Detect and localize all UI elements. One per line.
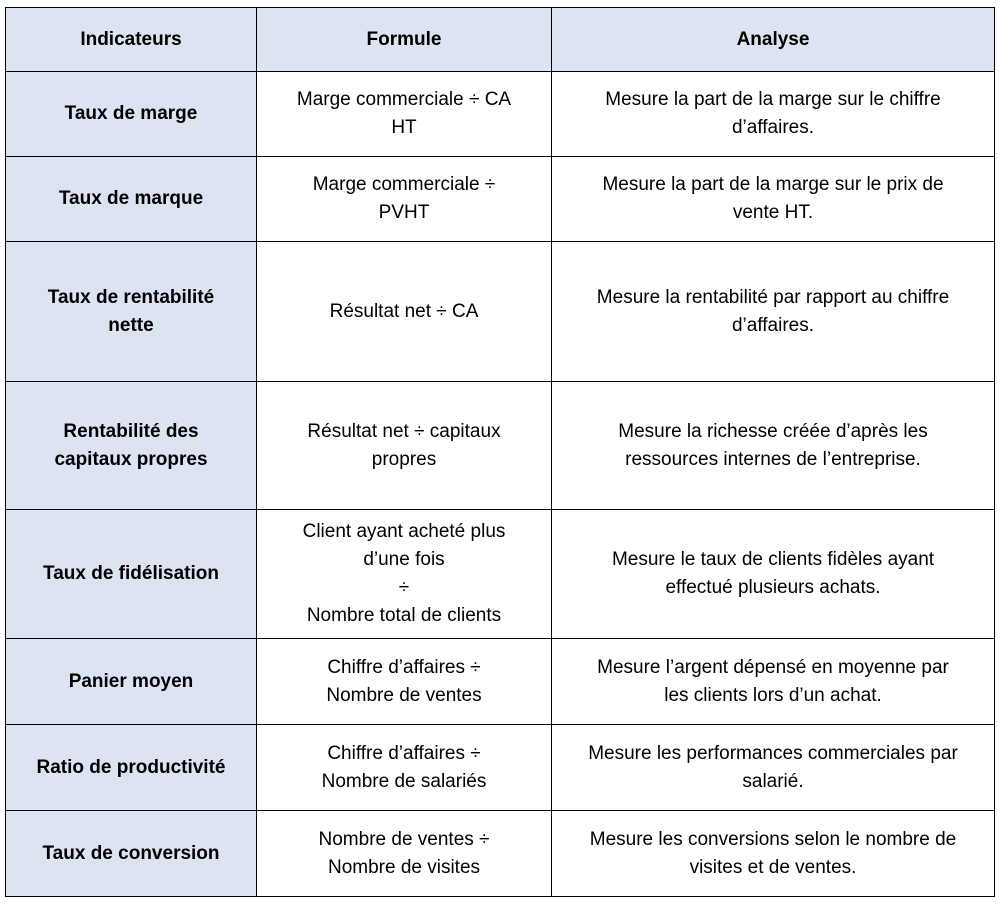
analysis-cell: [552, 725, 995, 811]
table-body: [6, 72, 995, 897]
formula-cell: [257, 382, 552, 510]
indicator-name-cell: [6, 382, 257, 510]
formula-line: Résultat net ÷ CA: [329, 300, 479, 322]
indicator-name-line: capitaux propres: [54, 448, 208, 470]
indicators-table: [5, 7, 995, 897]
formula-line: PVHT: [378, 202, 430, 223]
analysis-line: Mesure la part de la marge sur le chiffre: [605, 89, 941, 110]
indicator-name-cell: [6, 639, 257, 725]
analysis-line: effectué plusieurs achats.: [665, 577, 881, 598]
formula-line: Nombre de ventes: [326, 684, 482, 706]
division-sign: ÷: [398, 577, 410, 598]
formula-cell: [257, 157, 552, 242]
formula-line: Nombre de ventes ÷: [318, 828, 490, 850]
analysis-cell: [552, 510, 995, 639]
table-row: [6, 72, 995, 157]
indicator-name-line: nette: [108, 314, 154, 336]
formula-line: HT: [391, 117, 417, 138]
formula-line: Client ayant acheté plus: [302, 521, 506, 542]
table-row: [6, 639, 995, 725]
table-row: [6, 725, 995, 811]
indicator-name-cell: [6, 725, 257, 811]
indicator-name: Taux de fidélisation: [43, 563, 219, 584]
formula-line: d’une fois: [363, 549, 445, 570]
indicator-name-line: Rentabilité des: [63, 420, 199, 442]
analysis-cell: [552, 72, 995, 157]
indicator-name: Taux de marge: [64, 103, 198, 124]
indicator-name-cell: [6, 510, 257, 639]
indicator-name: Ratio de productivité: [36, 756, 226, 778]
table-row: [6, 811, 995, 897]
formula-cell: [257, 725, 552, 811]
analysis-line: Mesure la rentabilité par rapport au chiffre: [596, 286, 950, 308]
indicator-name: Panier moyen: [68, 670, 194, 692]
formula-line: Nombre de visites: [327, 856, 481, 878]
indicator-name: Taux de conversion: [42, 842, 220, 864]
header-indicateurs: Indicateurs: [6, 8, 257, 72]
analysis-line: Mesure la part de la marge sur le prix de: [602, 174, 944, 195]
formula-line: Nombre total de clients: [306, 605, 502, 626]
formula-line: Chiffre d’affaires ÷: [327, 656, 481, 678]
indicator-name-cell: [6, 242, 257, 382]
table-header: [6, 8, 995, 72]
indicator-name: Taux de marque: [58, 188, 204, 209]
indicator-name-line: Taux de rentabilité: [47, 286, 215, 308]
analysis-line: vente HT.: [732, 202, 814, 223]
table-row: [6, 157, 995, 242]
analysis-line: d’affaires.: [731, 117, 815, 138]
analysis-cell: [552, 811, 995, 897]
formula-line: Marge commerciale ÷: [312, 174, 496, 195]
analysis-line: visites et de ventes.: [689, 856, 857, 878]
header-row: [6, 8, 995, 72]
table-row: [6, 242, 995, 382]
header-analyse: Analyse: [552, 8, 995, 72]
table-row: [6, 510, 995, 639]
header-formule: Formule: [257, 8, 552, 72]
indicator-name-cell: [6, 811, 257, 897]
formula-cell: [257, 639, 552, 725]
analysis-line: Mesure le taux de clients fidèles ayant: [611, 549, 935, 570]
analysis-line: d’affaires.: [731, 314, 815, 336]
formula-cell: [257, 72, 552, 157]
analysis-line: salarié.: [742, 770, 804, 792]
analysis-line: Mesure la richesse créée d’après les: [618, 420, 928, 442]
indicators-table-wrapper: [5, 7, 995, 897]
formula-line: Chiffre d’affaires ÷: [327, 742, 481, 764]
indicator-name-cell: [6, 72, 257, 157]
analysis-cell: [552, 157, 995, 242]
formula-cell: [257, 510, 552, 639]
analysis-line: Mesure l’argent dépensé en moyenne par: [597, 656, 949, 678]
analysis-line: Mesure les conversions selon le nombre de: [589, 828, 957, 850]
formula-line: propres: [371, 448, 437, 470]
analysis-cell: [552, 382, 995, 510]
table-row: [6, 382, 995, 510]
analysis-cell: [552, 639, 995, 725]
formula-line: Résultat net ÷ capitaux: [307, 420, 501, 442]
formula-cell: [257, 242, 552, 382]
formula-line: Nombre de salariés: [321, 770, 487, 792]
formula-cell: [257, 811, 552, 897]
analysis-line: les clients lors d’un achat.: [664, 684, 882, 706]
analysis-line: ressources internes de l’entreprise.: [625, 448, 921, 470]
indicator-name-cell: [6, 157, 257, 242]
formula-line: Marge commerciale ÷ CA: [296, 89, 512, 110]
analysis-cell: [552, 242, 995, 382]
analysis-line: Mesure les performances commerciales par: [588, 742, 958, 764]
